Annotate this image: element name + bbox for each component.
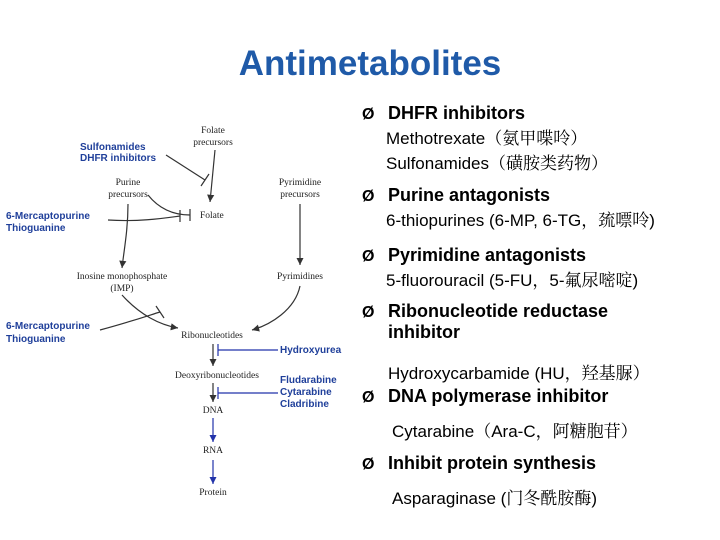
section-purine <box>362 185 655 231</box>
ribonucleotides-label: Ribonucleotides <box>181 331 243 341</box>
arrow-purine-precursors-to-imp <box>122 204 128 268</box>
bullet-icon: Ø <box>362 248 375 265</box>
thioguanine-label-2: Thioguanine <box>6 334 66 345</box>
section-pyrimidine <box>362 245 638 291</box>
section-dna-polymerase-item-1: Cytarabine（Ara-C，阿糖胞苷） <box>392 422 638 441</box>
folate-precursors-label-2: precursors <box>193 138 233 148</box>
purine-precursors-label: Purine <box>115 178 141 188</box>
section-ribonucleotide-item-1: Hydroxycarbamide (HU，羟基脲） <box>388 364 650 383</box>
inhibitor-mercaptopurine-1 <box>108 216 180 221</box>
heading-text: Inhibit protein synthesis <box>388 453 597 473</box>
heading-text: DHFR inhibitors <box>388 103 525 123</box>
fludarabine-label: Fludarabine <box>280 375 337 386</box>
hydroxyurea-label: Hydroxyurea <box>280 345 342 356</box>
dna-label: DNA <box>202 406 224 416</box>
inhibitor-sulfonamides <box>166 155 205 180</box>
inhibitor-mercaptopurine-2-bar <box>156 306 164 318</box>
section-dhfr <box>362 103 608 174</box>
heading-text: Pyrimidine antagonists <box>388 245 587 265</box>
section-protein-synthesis <box>362 453 597 509</box>
section-protein-synthesis-heading <box>362 453 597 474</box>
section-dna-polymerase-heading <box>362 386 638 407</box>
section-purine-heading <box>362 185 655 206</box>
inhibitor-sulfonamides-bar <box>201 174 209 186</box>
section-dna-polymerase <box>362 386 638 442</box>
heading-text: Purine antagonists <box>388 185 551 205</box>
section-dhfr-item-2: Sulfonamides（磺胺类药物） <box>386 154 609 173</box>
pyrimidine-precursors-label-2: precursors <box>280 190 320 200</box>
purine-precursors-label-2: precursors <box>108 190 148 200</box>
section-pyrimidine-item-1: 5-fluorouracil (5-FU，5-氟尿嘧啶) <box>386 271 639 290</box>
antimetabolite-pathway-diagram <box>0 110 362 510</box>
imp-label: Inosine monophosphate <box>76 272 168 282</box>
section-pyrimidine-heading <box>362 245 638 266</box>
section-dhfr-item-1: Methotrexate（氨甲喋呤） <box>386 129 588 148</box>
heading-text: DNA polymerase inhibitor <box>388 386 609 406</box>
imp-label-2: (IMP) <box>110 284 134 294</box>
arrow-imp-to-ribonucleotides <box>122 295 178 328</box>
folate-precursors-label: Folate <box>201 126 225 136</box>
arrow-pyrimidines-to-ribonucleotides <box>252 286 300 330</box>
pyrimidine-precursors-label: Pyrimidine <box>278 178 322 188</box>
mercaptopurine-label-2: 6-Mercaptopurine <box>6 321 90 332</box>
cladribine-label: Cladribine <box>280 399 329 410</box>
bullet-icon: Ø <box>362 106 375 123</box>
bullet-icon: Ø <box>362 304 375 321</box>
mercaptopurine-label-1: 6-Mercaptopurine <box>6 211 90 222</box>
sulfonamides-label: Sulfonamides <box>80 142 146 153</box>
inhibitor-dhfr-to-purine <box>148 195 190 215</box>
section-dhfr-heading <box>362 103 608 124</box>
bullet-icon: Ø <box>362 456 375 473</box>
rna-label: RNA <box>202 446 224 456</box>
protein-label: Protein <box>199 488 227 498</box>
folate-label: Folate <box>200 211 224 221</box>
cytarabine-label: Cytarabine <box>280 387 332 398</box>
bullet-icon: Ø <box>362 389 375 406</box>
arrow-folate-precursors-to-folate <box>210 150 215 202</box>
section-ribonucleotide-reductase <box>362 301 650 384</box>
deoxyribonucleotides-label: Deoxyribonucleotides <box>175 371 259 381</box>
thioguanine-label-1: Thioguanine <box>6 223 66 234</box>
section-ribonucleotide-heading <box>362 301 650 322</box>
section-purine-item-1: 6-thiopurines (6-MP, 6-TG，巯嘌呤) <box>386 211 655 230</box>
page-title: Antimetabolites <box>238 44 502 83</box>
pyrimidines-label: Pyrimidines <box>277 272 323 282</box>
dhfr-inhibitors-label: DHFR inhibitors <box>80 153 157 164</box>
bullet-icon: Ø <box>362 188 375 205</box>
heading-text: Ribonucleotide reductase <box>388 301 609 321</box>
section-ribonucleotide-heading-cont: inhibitor <box>388 322 460 342</box>
section-protein-synthesis-item-1: Asparaginase (门冬酰胺酶) <box>392 489 598 508</box>
inhibitor-mercaptopurine-2 <box>100 312 160 330</box>
